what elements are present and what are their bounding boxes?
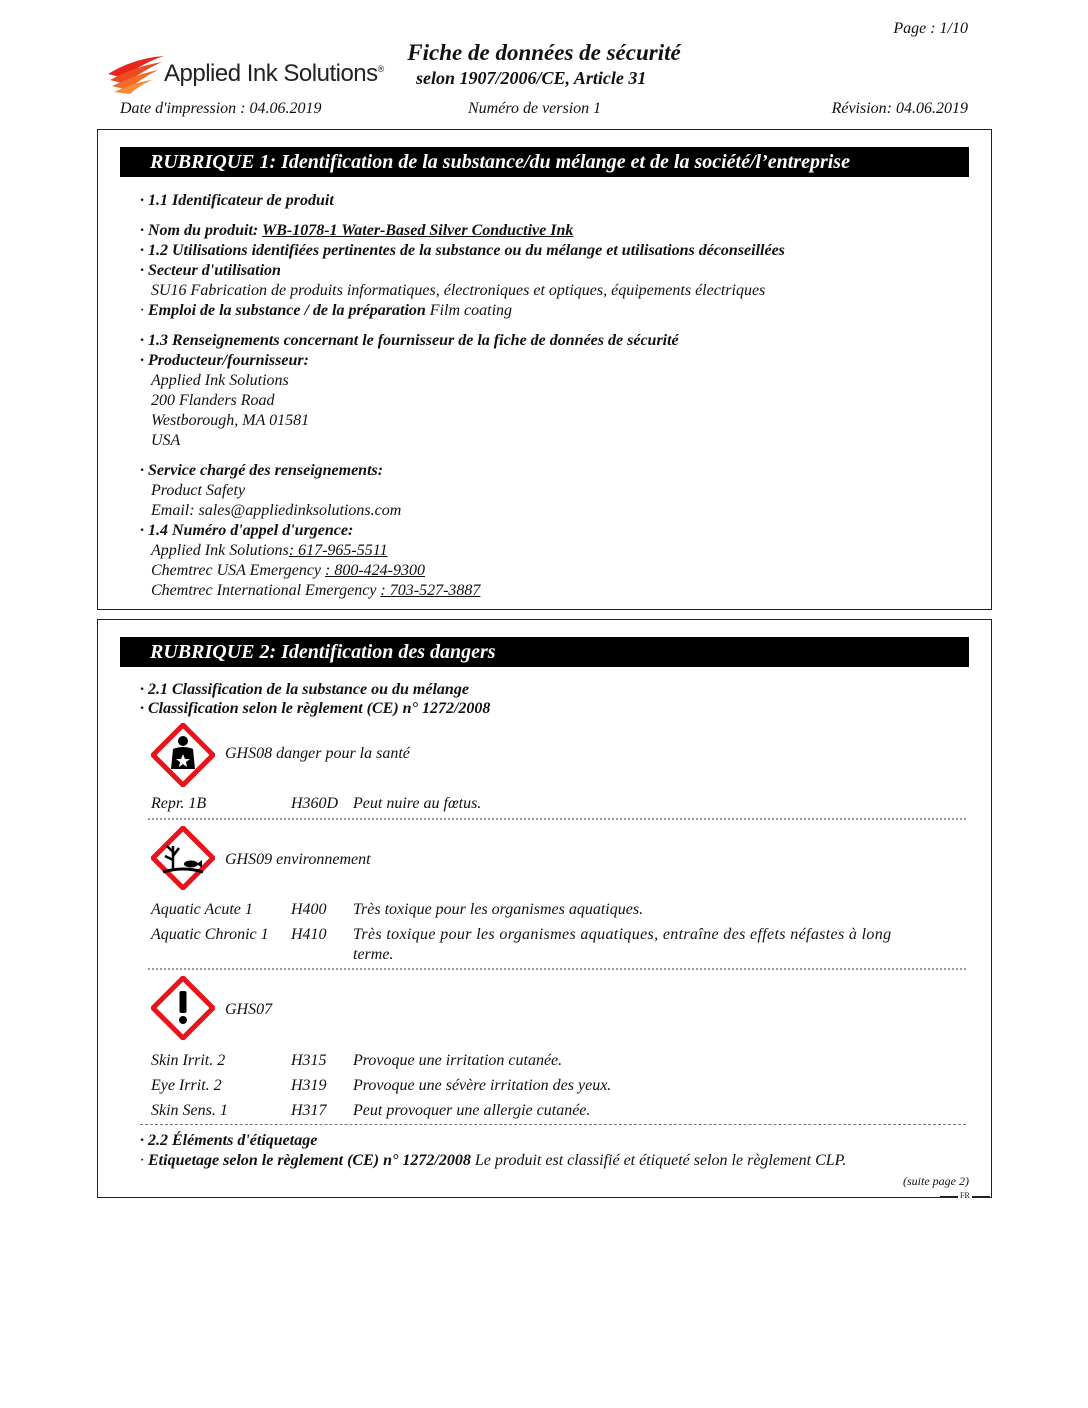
use-line: · Emploi de la substance / de la préparation Film coating (140, 302, 513, 319)
hazard-code: H360D (291, 795, 339, 812)
hazard-statement: Provoque une sévère irritation des yeux. (353, 1077, 612, 1094)
emergency-line-2: Chemtrec USA Emergency : 800-424-9300 (151, 562, 425, 579)
print-date: Date d'impression : 04.06.2019 (120, 100, 322, 117)
subsection-2-2: · 2.2 Éléments d'étiquetage (140, 1132, 318, 1149)
separator (148, 968, 966, 970)
hazard-statement: Peut provoquer une allergie cutanée. (353, 1102, 591, 1119)
ghs07-label: GHS07 (225, 1001, 273, 1018)
address-line: USA (151, 432, 181, 449)
sector-label: · Secteur d'utilisation (140, 262, 281, 279)
producer-label: · Producteur/fournisseur: (140, 352, 309, 369)
logo-mark: ® (377, 64, 384, 74)
separator (140, 1124, 966, 1125)
sector-value: SU16 Fabrication de produits informatiques, électroniques et optiques, équipements électriques (151, 282, 766, 299)
emergency-number[interactable]: : 703-527-3887 (380, 582, 481, 599)
hazard-code: H315 (291, 1052, 327, 1069)
address-line: 200 Flanders Road (151, 392, 275, 409)
section-1-heading: RUBRIQUE 1: Identification de la substance/du mélange et de la société/l’entreprise (120, 147, 969, 177)
page-number: Page : 1/10 (893, 20, 968, 37)
language-code: FR (960, 1191, 970, 1200)
section-2-heading: RUBRIQUE 2: Identification des dangers (120, 637, 969, 667)
hazard-class: Eye Irrit. 2 (151, 1077, 222, 1094)
service-email[interactable]: Email: sales@appliedinksolutions.com (151, 502, 402, 519)
ghs09-environment-icon (151, 826, 215, 890)
product-name-line: · Nom du produit: WB-1078-1 Water-Based Silver Conductive Ink (140, 222, 574, 239)
logo-text: Applied Ink Solutions (164, 60, 378, 87)
continued-note: (suite page 2) (903, 1174, 969, 1188)
ghs07-exclamation-icon (151, 976, 215, 1040)
ghs08-label: GHS08 danger pour la santé (225, 745, 410, 762)
hazard-code: H410 (291, 926, 327, 943)
ghs08-health-hazard-icon (151, 723, 215, 787)
subsection-2-1: · 2.1 Classification de la substance ou du mélange (140, 681, 469, 698)
emergency-line-1: Applied Ink Solutions: 617-965-5511 (151, 542, 388, 559)
hazard-statement: Provoque une irritation cutanée. (353, 1052, 563, 1069)
hazard-statement: Très toxique pour les organismes aquatiques. (353, 901, 644, 918)
section-1 (97, 129, 992, 610)
subsection-1-2: · 1.2 Utilisations identifiées pertinentes de la substance ou du mélange et utilisations déconseillées (140, 242, 785, 259)
product-name: WB-1078-1 Water-Based Silver Conductive Ink (261, 222, 574, 239)
emergency-number[interactable]: : 617-965-5511 (288, 542, 388, 559)
hazard-code: H319 (291, 1077, 327, 1094)
hazard-class: Aquatic Chronic 1 (151, 926, 269, 943)
hazard-code: H317 (291, 1102, 327, 1119)
separator (148, 818, 966, 820)
emergency-number[interactable]: : 800-424-9300 (325, 562, 425, 579)
section-2 (97, 619, 992, 1198)
service-label: · Service chargé des renseignements: (140, 462, 384, 479)
service-name: Product Safety (151, 482, 246, 499)
hazard-statement: Peut nuire au fœtus. (353, 795, 482, 812)
document-title: Fiche de données de sécurité (407, 40, 681, 65)
emergency-line-3: Chemtrec International Emergency : 703-527-3887 (151, 582, 481, 599)
address-line: Applied Ink Solutions (151, 372, 289, 389)
labelling-rule: · Etiquetage selon le règlement (CE) n° 1272/2008 Le produit est classifié et étiqueté selon le règlement CLP. (140, 1152, 847, 1169)
revision-date: Révision: 04.06.2019 (831, 100, 968, 117)
hazard-code: H400 (291, 901, 327, 918)
classification-label: · Classification selon le règlement (CE) n° 1272/2008 (140, 700, 491, 717)
hazard-class: Skin Irrit. 2 (151, 1052, 226, 1069)
document-subtitle: selon 1907/2006/CE, Article 31 (416, 68, 647, 88)
version-number: Numéro de version 1 (468, 100, 602, 117)
address-line: Westborough, MA 01581 (151, 412, 310, 429)
subsection-1-4: · 1.4 Numéro d'appel d'urgence: (140, 522, 354, 539)
hazard-statement: Très toxique pour les organismes aquatiques, entraîne des effets néfastes à long (353, 926, 892, 943)
hazard-statement-cont: terme. (353, 946, 394, 963)
hazard-class: Repr. 1B (151, 795, 207, 812)
ghs09-label: GHS09 environnement (225, 851, 371, 868)
subsection-1-3: · 1.3 Renseignements concernant le fournisseur de la fiche de données de sécurité (140, 332, 679, 349)
subsection-1-1: · 1.1 Identificateur de produit (140, 192, 334, 209)
hazard-class: Skin Sens. 1 (151, 1102, 228, 1119)
hazard-class: Aquatic Acute 1 (151, 901, 253, 918)
